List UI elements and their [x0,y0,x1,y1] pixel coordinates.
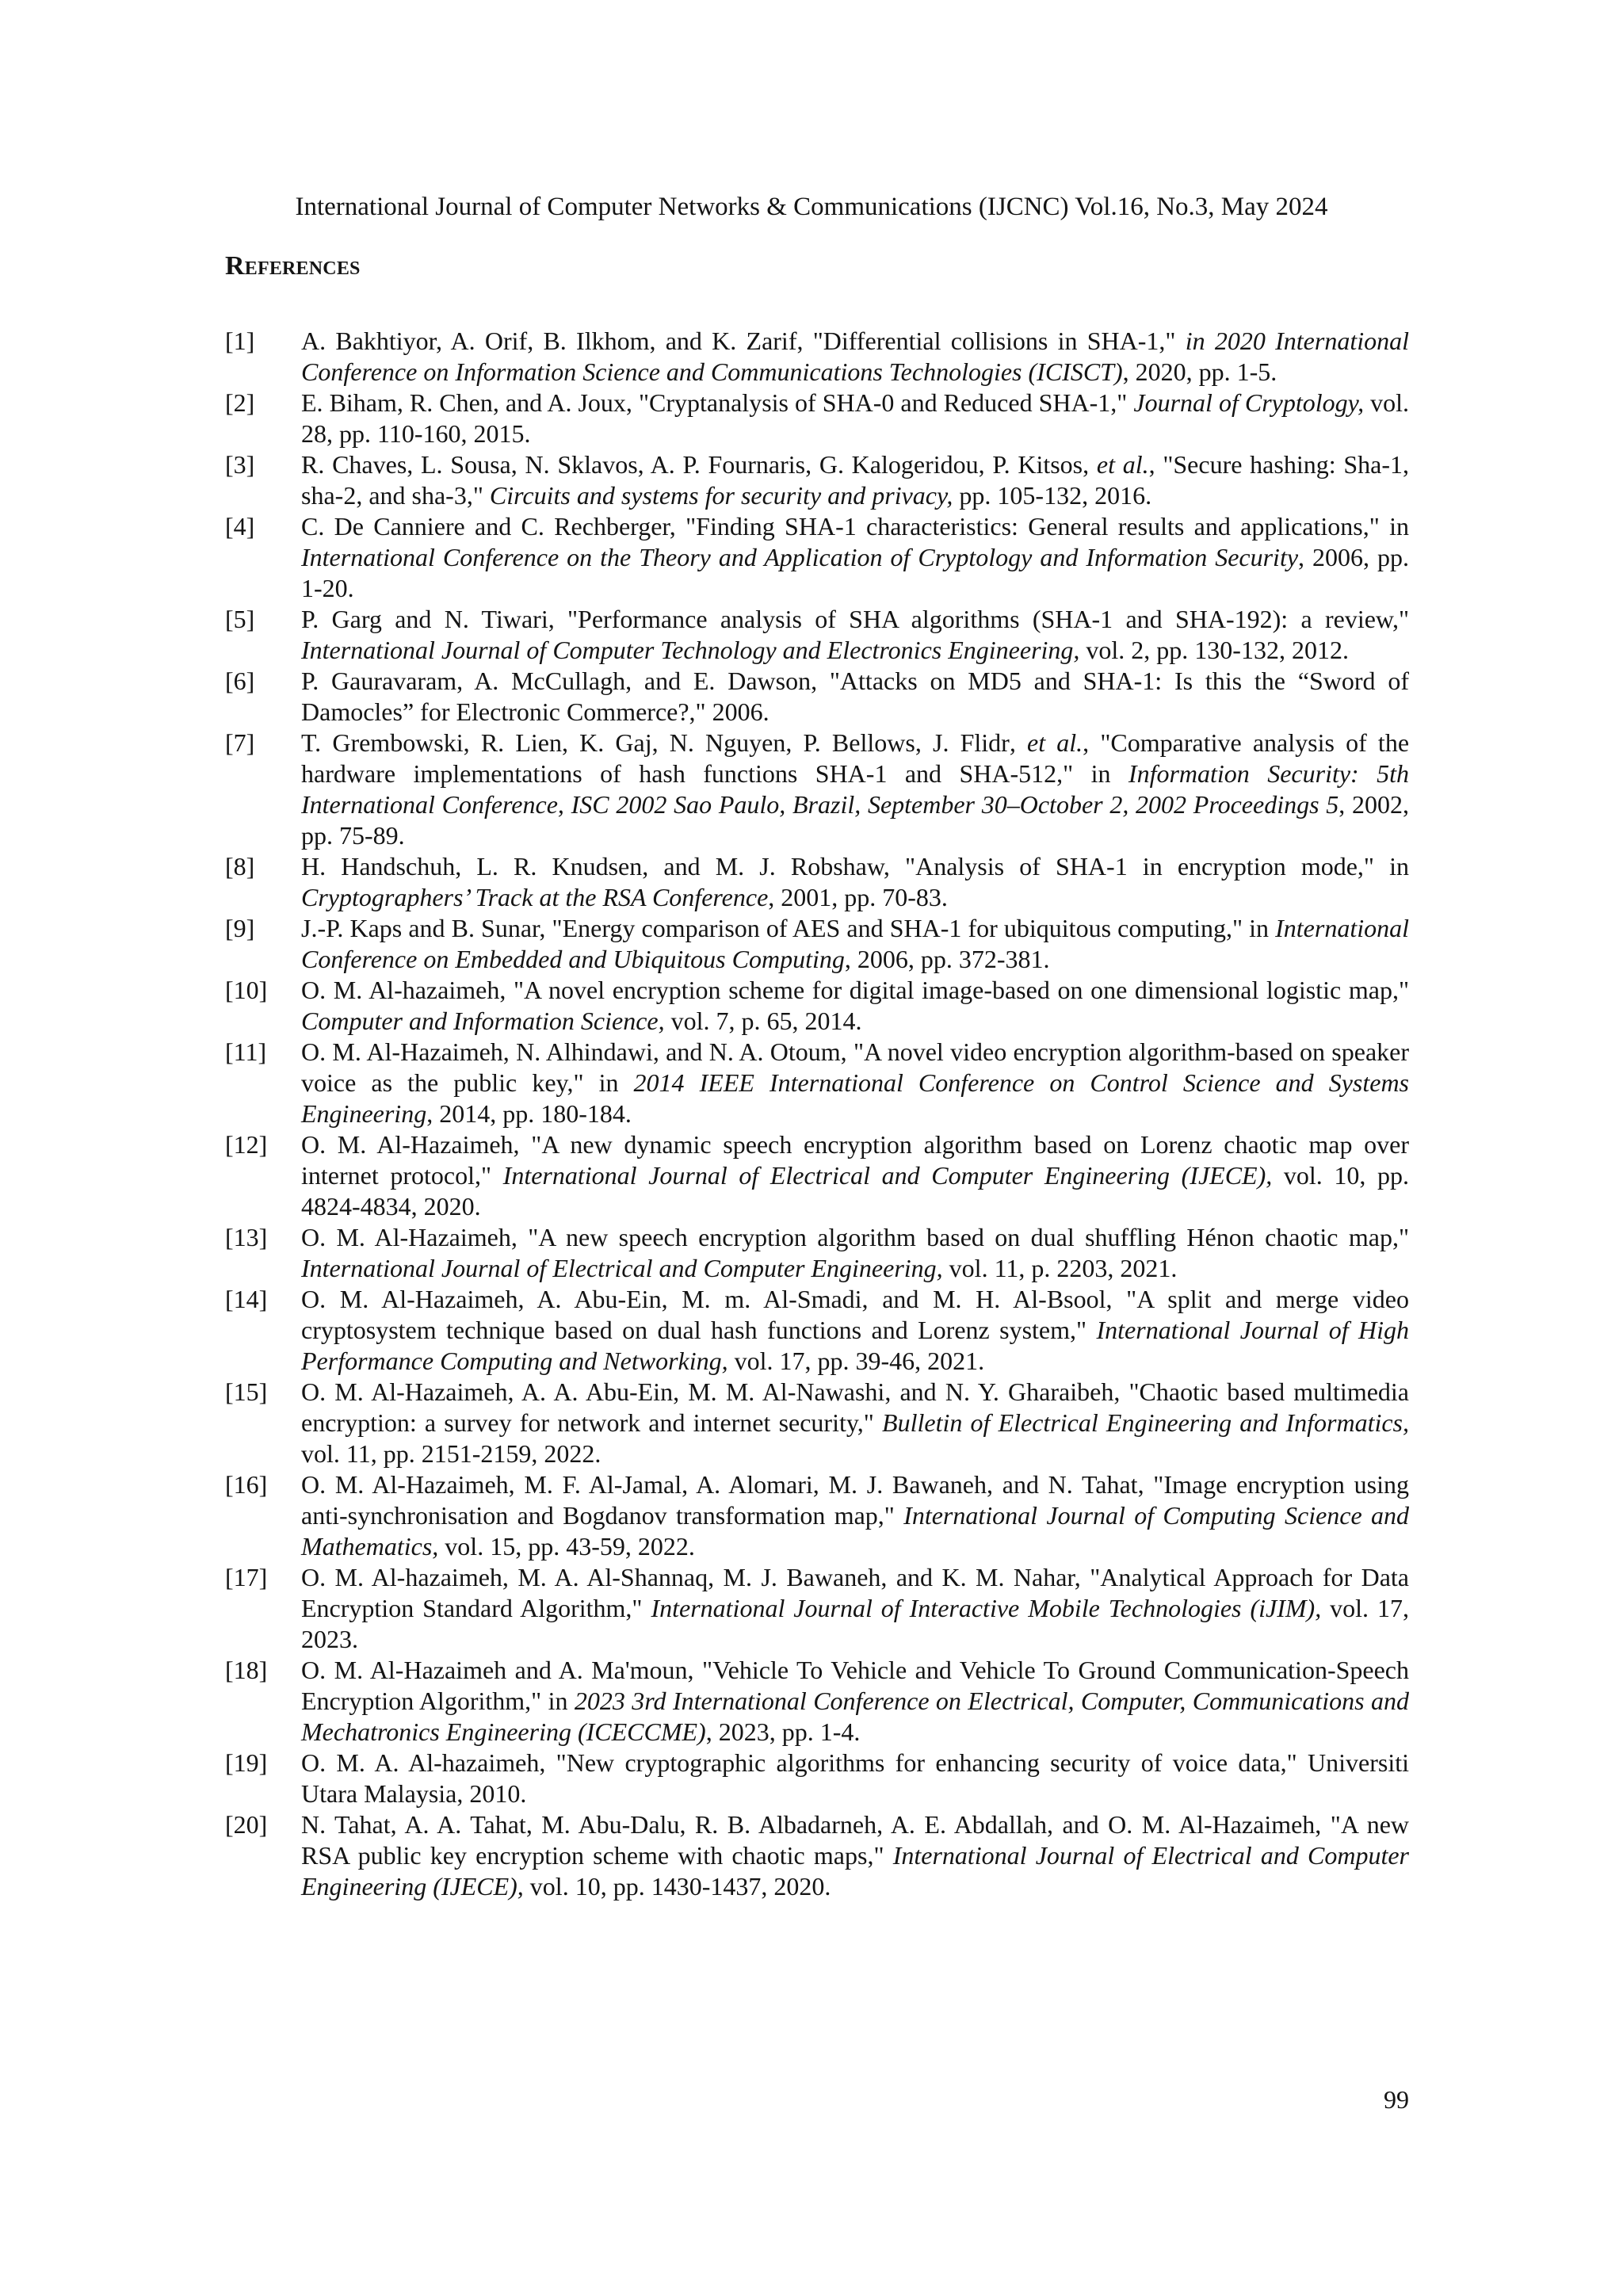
reference-label: [1] [225,327,255,355]
reference-text [301,511,1409,604]
reference-label: [15] [225,1377,268,1406]
reference-item [225,975,1409,1037]
reference-venue: International Journal of Electrical and Computer Engineering (IJECE), [502,1161,1273,1190]
reference-segment: pp. 105-132, 2016. [953,481,1152,510]
reference-list [225,326,1409,1902]
reference-segment: vol. 28, pp. 110-160, 2015. [301,388,1410,448]
reference-venue: Circuits and systems for security and privacy, [489,481,953,510]
references-heading: References [225,251,361,281]
reference-segment: , 2006, pp. 372-381. [844,945,1050,973]
reference-segment: vol. 2, pp. 130-132, 2012. [1079,636,1349,664]
reference-text [301,1809,1409,1902]
reference-segment: vol. 7, p. 65, 2014. [664,1007,862,1035]
reference-label: [2] [225,388,255,417]
reference-venue: International Journal of Computing Science and Mathematics, [301,1501,1410,1561]
reference-text [301,1377,1409,1469]
reference-segment: O. M. Al-Hazaimeh, A. A. Abu-Ein, M. M. Al-Nawashi, and N. Y. Gharaibeh, "Chaotic based multimedia encryption: a survey for network and internet security," [301,1377,1409,1437]
reference-item [225,388,1409,449]
reference-venue: in 2020 International Conference on Information Science and Communications Technologies (ICISCT) [301,327,1410,386]
reference-venue: International Journal of Computer Technology and Electronics Engineering, [301,636,1080,664]
reference-text [301,728,1409,851]
reference-label: [12] [225,1130,268,1159]
reference-text [301,388,1409,449]
reference-text [301,666,1409,728]
reference-item [225,1284,1409,1377]
reference-item [225,1222,1409,1284]
reference-segment: , 2001, pp. 70-83. [768,883,948,911]
reference-text [301,1748,1409,1809]
reference-item [225,1469,1409,1562]
reference-venue: International Conference on the Theory and Application of Cryptology and Information Security [301,543,1299,571]
reference-segment: E. Biham, R. Chen, and A. Joux, "Cryptanalysis of SHA-0 and Reduced SHA-1," [301,388,1134,417]
reference-venue: Information Security: 5th International Conference, ISC 2002 Sao Paulo, Brazil, September 30–October 2, 2002 Proceedings 5 [301,759,1410,819]
reference-segment: vol. 15, pp. 43-59, 2022. [438,1532,695,1561]
reference-label: [6] [225,667,255,695]
reference-text [301,1284,1409,1377]
reference-venue: , et al. [1009,728,1083,757]
reference-venue: Bulletin of Electrical Engineering and Informatics, [882,1408,1410,1437]
reference-item [225,326,1409,388]
reference-segment: vol. 17, pp. 39-46, 2021. [727,1347,985,1375]
reference-venue: International Journal of Electrical and Computer Engineering, [301,1254,943,1282]
reference-item [225,449,1409,511]
reference-item [225,851,1409,913]
reference-venue: 2014 IEEE International Conference on Control Science and Systems Engineering [301,1068,1410,1128]
reference-item [225,728,1409,851]
reference-text [301,604,1409,666]
reference-text [301,1562,1409,1655]
reference-segment: O. M. Al-Hazaimeh, A. Abu-Ein, M. m. Al-Smadi, and M. H. Al-Bsool, "A split and merge video cryptosystem technique based on dual hash functions and Lorenz system," [301,1285,1409,1344]
reference-segment: , 2014, pp. 180-184. [426,1099,632,1128]
reference-venue: et al. [1096,450,1149,479]
reference-segment: O. M. Al-Hazaimeh, M. F. Al-Jamal, A. Alomari, M. J. Bawaneh, and N. Tahat, "Image encryption using anti-synchronisation and Bogdanov transformation map," [301,1470,1409,1530]
reference-segment: T. Grembowski, R. Lien, K. Gaj, N. Nguyen, P. Bellows, J. Flidr [301,728,1010,757]
reference-item [225,1562,1409,1655]
reference-segment: , 2006, pp. 1-20. [301,543,1410,602]
reference-text [301,975,1409,1037]
reference-text [301,1129,1409,1222]
reference-text [301,1222,1409,1284]
reference-segment: P. Garg and N. Tiwari, "Performance analysis of SHA algorithms (SHA-1 and SHA-192): a review," [301,605,1409,633]
reference-segment: O. M. Al-Hazaimeh, "A new speech encryption algorithm based on dual shuffling Hénon chaotic map," [301,1223,1409,1251]
page-number: 99 [1384,2085,1409,2114]
reference-item [225,666,1409,728]
reference-label: [7] [225,728,255,757]
reference-text [301,851,1409,913]
reference-item [225,1377,1409,1469]
reference-item [225,1129,1409,1222]
reference-venue: Cryptographers’ Track at the RSA Conference [301,883,769,911]
reference-segment: O. M. Al-Hazaimeh, "A new dynamic speech encryption algorithm based on Lorenz chaotic map over internet protocol," [301,1130,1409,1190]
reference-segment: , 2023, pp. 1-4. [705,1717,861,1746]
reference-label: [17] [225,1563,268,1591]
reference-segment: O. M. Al-hazaimeh, "A novel encryption scheme for digital image-based on one dimensional logistic map," [301,976,1409,1004]
reference-item [225,913,1409,975]
reference-text [301,1655,1409,1748]
reference-segment: vol. 10, pp. 4824-4834, 2020. [301,1161,1410,1221]
reference-label: [20] [225,1810,268,1839]
reference-segment: R. Chaves, L. Sousa, N. Sklavos, A. P. Fournaris, G. Kalogeridou, P. Kitsos, [301,450,1097,479]
reference-segment: C. De Canniere and C. Rechberger, "Finding SHA-1 characteristics: General results and applications," in [301,512,1409,541]
reference-item [225,604,1409,666]
reference-segment: O. M. Al-Hazaimeh, N. Alhindawi, and N. A. Otoum, "A novel video encryption algorithm-based on speaker voice as the public key," in [301,1037,1409,1097]
reference-segment: H. Handschuh, L. R. Knudsen, and M. J. Robshaw, "Analysis of SHA-1 in encryption mode," in [301,852,1409,881]
reference-venue: 2023 3rd International Conference on Electrical, Computer, Communications and Mechatronics Engineering (ICECCME) [301,1687,1410,1746]
reference-segment: J.-P. Kaps and B. Sunar, "Energy comparison of AES and SHA-1 for ubiquitous computing," in [301,914,1276,942]
reference-label: [4] [225,512,255,541]
reference-segment: vol. 17, 2023. [301,1594,1410,1653]
reference-segment: O. M. Al-hazaimeh, M. A. Al-Shannaq, M. J. Bawaneh, and K. M. Nahar, "Analytical Approach for Data Encryption Standard Algorithm," [301,1563,1409,1622]
reference-segment: vol. 11, p. 2203, 2021. [942,1254,1178,1282]
reference-venue: International Conference on Embedded and Ubiquitous Computing [301,914,1409,973]
reference-label: [19] [225,1748,268,1777]
reference-label: [18] [225,1656,268,1684]
reference-label: [3] [225,450,255,479]
reference-label: [8] [225,852,255,881]
reference-label: [10] [225,976,268,1004]
reference-segment: P. Gauravaram, A. McCullagh, and E. Dawson, "Attacks on MD5 and SHA-1: Is this the “Sword of Damocles” for Electronic Commerce?," 2006. [301,667,1409,726]
reference-segment: vol. 11, pp. 2151-2159, 2022. [301,1439,601,1468]
reference-venue: International Journal of Electrical and Computer Engineering (IJECE), [301,1841,1410,1901]
reference-item [225,1655,1409,1748]
reference-text [301,449,1409,511]
reference-segment: N. Tahat, A. A. Tahat, M. Abu-Dalu, R. B. Albadarneh, A. E. Abdallah, and O. M. Al-Hazaimeh, "A new RSA public key encryption scheme with chaotic maps," [301,1810,1409,1870]
reference-segment: , "Comparative analysis of the hardware implementations of hash functions SHA-1 and SHA-512," in [301,728,1410,788]
reference-segment: A. Bakhtiyor, A. Orif, B. Ilkhom, and K. Zarif, "Differential collisions in SHA-1," [301,327,1186,355]
reference-segment: O. M. A. Al-hazaimeh, "New cryptographic algorithms for enhancing security of voice data," Universiti Utara Malaysia, 2010. [301,1748,1409,1808]
reference-label: [14] [225,1285,268,1313]
reference-label: [5] [225,605,255,633]
reference-venue: International Journal of High Performance Computing and Networking, [301,1316,1410,1375]
reference-venue: Computer and Information Science, [301,1007,665,1035]
reference-segment: O. M. Al-Hazaimeh and A. Ma'moun, "Vehicle To Vehicle and Vehicle To Ground Communication-Speech Encryption Algorithm," in [301,1656,1409,1715]
reference-venue: International Journal of Interactive Mobile Technologies (iJIM), [651,1594,1322,1622]
running-header: International Journal of Computer Networks & Communications (IJCNC) Vol.16, No.3, May 2024 [295,193,1328,221]
reference-text [301,326,1409,388]
reference-segment: , "Secure hashing: Sha-1, sha-2, and sha-3," [301,450,1410,510]
reference-venue: Journal of Cryptology, [1133,388,1365,417]
reference-text [301,1469,1409,1562]
reference-item [225,1037,1409,1129]
reference-text [301,913,1409,975]
reference-segment: , 2002, pp. 75-89. [301,790,1410,850]
reference-text [301,1037,1409,1129]
reference-label: [11] [225,1037,267,1066]
reference-item [225,1748,1409,1809]
reference-segment: vol. 10, pp. 1430-1437, 2020. [523,1872,831,1901]
reference-label: [13] [225,1223,268,1251]
reference-item [225,511,1409,604]
reference-label: [16] [225,1470,268,1499]
reference-label: [9] [225,914,255,942]
reference-segment: , 2020, pp. 1-5. [1122,357,1277,386]
reference-item [225,1809,1409,1902]
